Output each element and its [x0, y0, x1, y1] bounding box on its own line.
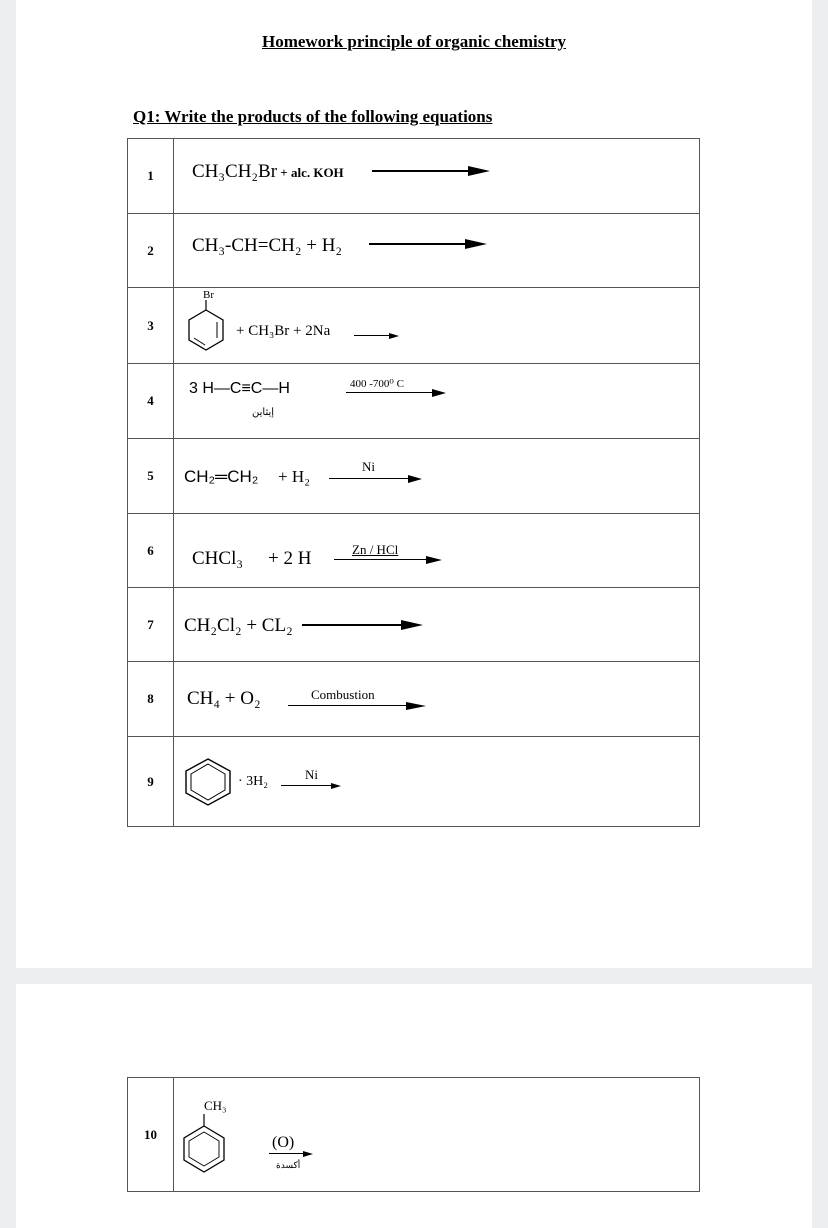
- table-row: [128, 588, 700, 662]
- reaction-arrow: [354, 330, 399, 342]
- reagent: + H₂: [278, 467, 311, 486]
- equation-cell: [174, 139, 700, 214]
- condition-label: 400 -700⁰ C: [350, 378, 404, 390]
- condition-label-arabic: أكسدة: [276, 1160, 301, 1170]
- reactant: 3 H—C≡C—H: [189, 380, 290, 397]
- reaction-arrow: [334, 554, 442, 566]
- reactant: CH₃-CH=CH₂ + H₂: [192, 235, 343, 256]
- reactant-name-arabic: إيثاين: [252, 407, 275, 418]
- equation-cell: [174, 1078, 700, 1192]
- reaction-arrow: [288, 700, 426, 712]
- toluene-ring-icon: [180, 1114, 228, 1174]
- row-number: 9: [128, 737, 174, 827]
- equation-cell: [174, 288, 700, 364]
- row-number: 3: [128, 288, 174, 364]
- page-title: Homework principle of organic chemistry: [261, 32, 567, 51]
- row-number: 7: [128, 588, 174, 662]
- row-number: 10: [128, 1078, 174, 1192]
- equations-table: [127, 138, 700, 827]
- table-row: [128, 439, 700, 514]
- reactant: CH₃CH₂Br + alc. KOH: [192, 161, 344, 182]
- equation-cell: [174, 514, 700, 588]
- table-row: [128, 139, 700, 214]
- reactant: CH₂Cl₂ + CL₂: [184, 615, 293, 636]
- benzene-ring-icon: [182, 756, 234, 808]
- equation-cell: [174, 662, 700, 737]
- reaction-arrow: [329, 473, 422, 485]
- reactant: CH₂═CH₂: [184, 467, 259, 486]
- reaction-arrow: [346, 387, 446, 399]
- table-row: [128, 1078, 700, 1192]
- equation-cell: [174, 439, 700, 514]
- table-row: [128, 514, 700, 588]
- equation-cell: [174, 214, 700, 288]
- row-number: 2: [128, 214, 174, 288]
- reaction-arrow: [269, 1148, 313, 1160]
- reaction-arrow: [369, 238, 487, 250]
- reaction-arrow: [302, 619, 423, 631]
- substituent-label: CH₃: [204, 1098, 227, 1113]
- equations-table-page-2: [127, 1077, 700, 1192]
- reaction-arrow: [372, 165, 490, 177]
- row-number: 8: [128, 662, 174, 737]
- reactant: CHCl₃: [192, 548, 243, 569]
- question-heading: Q1: Write the products of the following equations: [133, 107, 493, 126]
- reaction-arrow: [281, 780, 341, 792]
- table-row: [128, 214, 700, 288]
- condition-label: Zn / HCl: [352, 542, 399, 557]
- row-number: 6: [128, 514, 174, 588]
- reactant: CH₄ + O₂: [187, 688, 261, 709]
- condition-label: Ni: [305, 767, 318, 782]
- reagent: + 2 H: [268, 548, 312, 569]
- condition-label: Ni: [362, 459, 375, 474]
- bromobenzene-ring-icon: [186, 298, 226, 354]
- row-number: 5: [128, 439, 174, 514]
- substituent-label: Br: [203, 289, 214, 301]
- equation-cell: [174, 588, 700, 662]
- equation-cell: [174, 737, 700, 827]
- condition-label: (O): [272, 1134, 295, 1151]
- equation-cell: [174, 364, 700, 439]
- table-row: [128, 288, 700, 364]
- row-number: 4: [128, 364, 174, 439]
- row-number: 1: [128, 139, 174, 214]
- table-row: [128, 737, 700, 827]
- condition-label: Combustion: [311, 687, 375, 702]
- reagents: · 3H₂: [238, 774, 269, 789]
- table-row: [128, 662, 700, 737]
- table-row: [128, 364, 700, 439]
- reagents: + CH₃Br + 2Na: [236, 323, 331, 339]
